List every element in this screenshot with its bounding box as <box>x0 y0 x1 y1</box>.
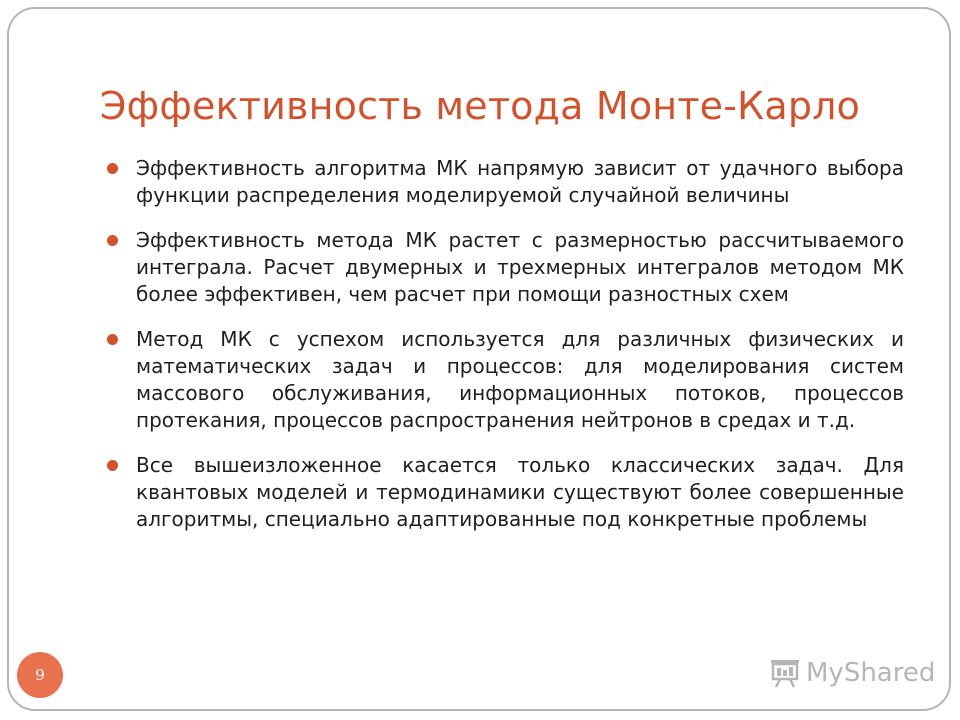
bullet-text: Эффективность алгоритма МК напрямую зависит от удачного выбора функции распределения моделируемой случайной величины <box>136 156 904 207</box>
bullet-dot-icon <box>107 163 118 174</box>
watermark-logo <box>768 656 935 690</box>
watermark-text: MyShared <box>806 658 936 688</box>
bullet-item <box>104 155 904 209</box>
bullet-dot-icon <box>107 334 118 345</box>
page-number: 9 <box>35 666 45 684</box>
bullet-text: Метод МК с успехом используется для различных физических и математических задач и процессов: для моделирования систем массового обслуживания, информационных потоков, процессов протекания, процессов распространения нейтронов в средах и т.д. <box>136 327 904 432</box>
bullet-item <box>104 452 904 533</box>
page-number-badge <box>17 652 63 698</box>
slide-title: Эффективность метода Монте-Карло <box>99 84 861 128</box>
bullet-dot-icon <box>107 460 118 471</box>
bullet-list <box>104 155 904 551</box>
bullet-item <box>104 227 904 308</box>
bullet-text: Все вышеизложенное касается только классических задач. Для квантовых моделей и термодинамики существуют более совершенные алгоритмы, специально адаптированные под конкретные проблемы <box>136 453 904 531</box>
bullet-dot-icon <box>107 235 118 246</box>
bullet-item <box>104 326 904 434</box>
presentation-board-icon <box>768 656 802 690</box>
bullet-text: Эффективность метода МК растет с размерностью рассчитываемого интеграла. Расчет двумерных и трехмерных интегралов методом МК более эффективен, чем расчет при помощи разностных схем <box>136 228 904 306</box>
